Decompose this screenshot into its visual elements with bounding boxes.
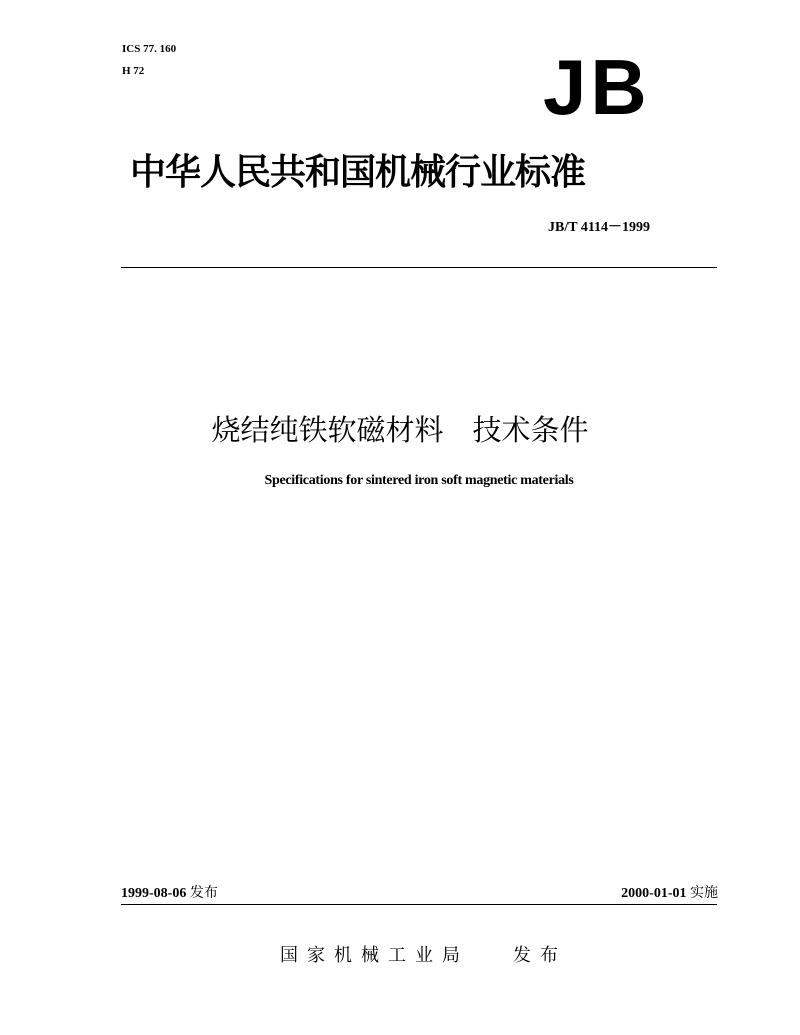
- document-title: 烧结纯铁软磁材料 技术条件: [211, 413, 589, 447]
- standard-code: JB/T 4114－1999: [548, 220, 651, 235]
- standard-title: 中华人民共和国机械行业标准: [130, 152, 586, 193]
- bottom-divider: [121, 904, 717, 905]
- document-subtitle: Specifications for sintered iron soft magnetic materials: [264, 473, 574, 488]
- implement-date-line: [621, 882, 718, 902]
- publisher-name: 国家机械工业局: [280, 945, 469, 966]
- issue-date: 1999-08-06: [121, 886, 187, 901]
- implement-label: 实施: [690, 885, 718, 901]
- issue-label: 发布: [189, 885, 218, 901]
- issue-date-line: [121, 882, 218, 902]
- implement-date: 2000-01-01: [621, 886, 687, 901]
- classification-code: H 72: [122, 65, 145, 77]
- ics-code: ICS 77. 160: [122, 43, 177, 55]
- publisher-action: 发布: [513, 945, 567, 966]
- top-divider: [121, 267, 717, 268]
- jb-logo: JB: [543, 43, 651, 131]
